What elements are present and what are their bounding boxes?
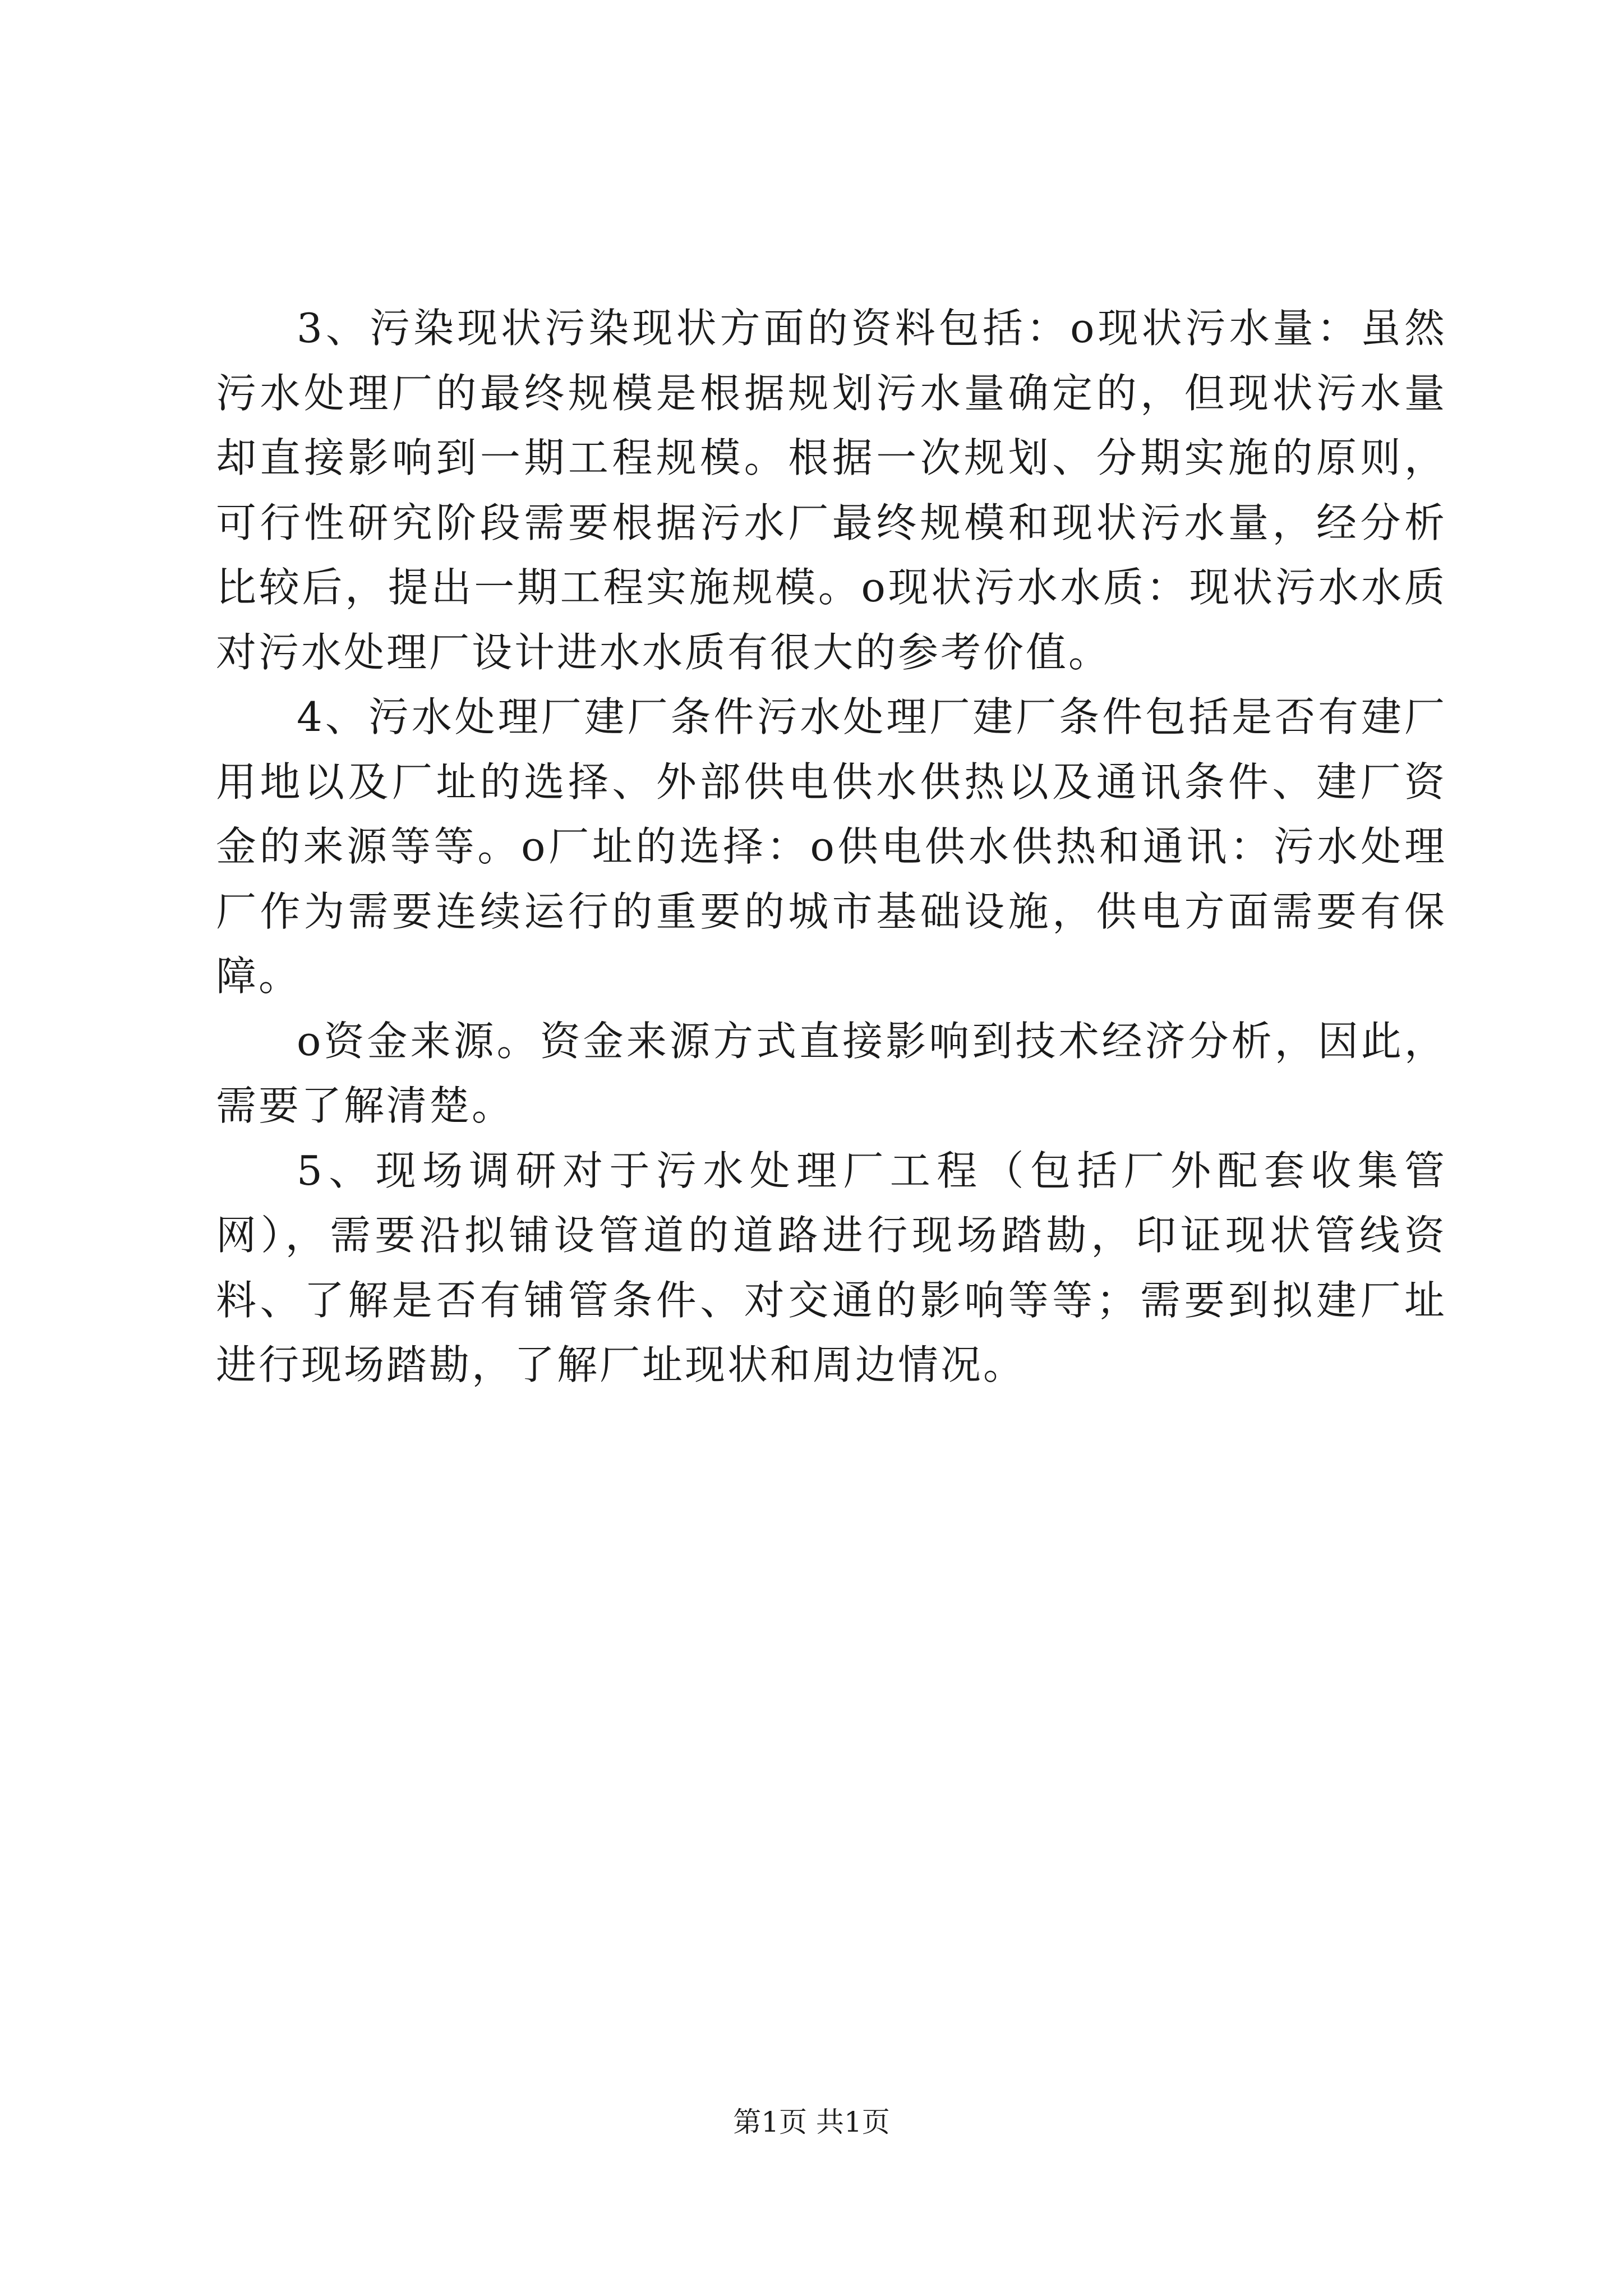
paragraph-site-survey: 5、现场调研对于污水处理厂工程（包括厂外配套收集管网），需要沿拟铺设管道的道路进行现场踏勘，印证现状管线资料、了解是否有铺管条件、对交通的影响等等；需要到拟建厂址进行现场踏勘，了解厂址现状和周边情况。 [216, 1147, 1447, 1388]
document-body [216, 296, 1447, 1398]
paragraph-plant-conditions: 4、污水处理厂建厂条件污水处理厂建厂条件包括是否有建厂用地以及厂址的选择、外部供电供水供热以及通讯条件、建厂资金的来源等等。o厂址的选择：o供电供水供热和通讯：污水处理厂作为需要连续运行的重要的城市基础设施，供电方面需要有保障。 [216, 693, 1447, 1000]
paragraph-funding-source: o资金来源。资金来源方式直接影响到技术经济分析，因此，需要了解清楚。 [216, 1017, 1447, 1129]
page-number-footer: 第1页 共1页 [733, 2106, 890, 2138]
paragraph-pollution-status: 3、污染现状污染现状方面的资料包括：o现状污水量：虽然污水处理厂的最终规模是根据规划污水量确定的，但现状污水量却直接影响到一期工程规模。根据一次规划、分期实施的原则，可行性研究阶段需要根据污水厂最终规模和现状污水量，经分析比较后，提出一期工程实施规模。o现状污水水质：现状污水水质对污水处理厂设计进水水质有很大的参考价值。 [216, 305, 1447, 676]
